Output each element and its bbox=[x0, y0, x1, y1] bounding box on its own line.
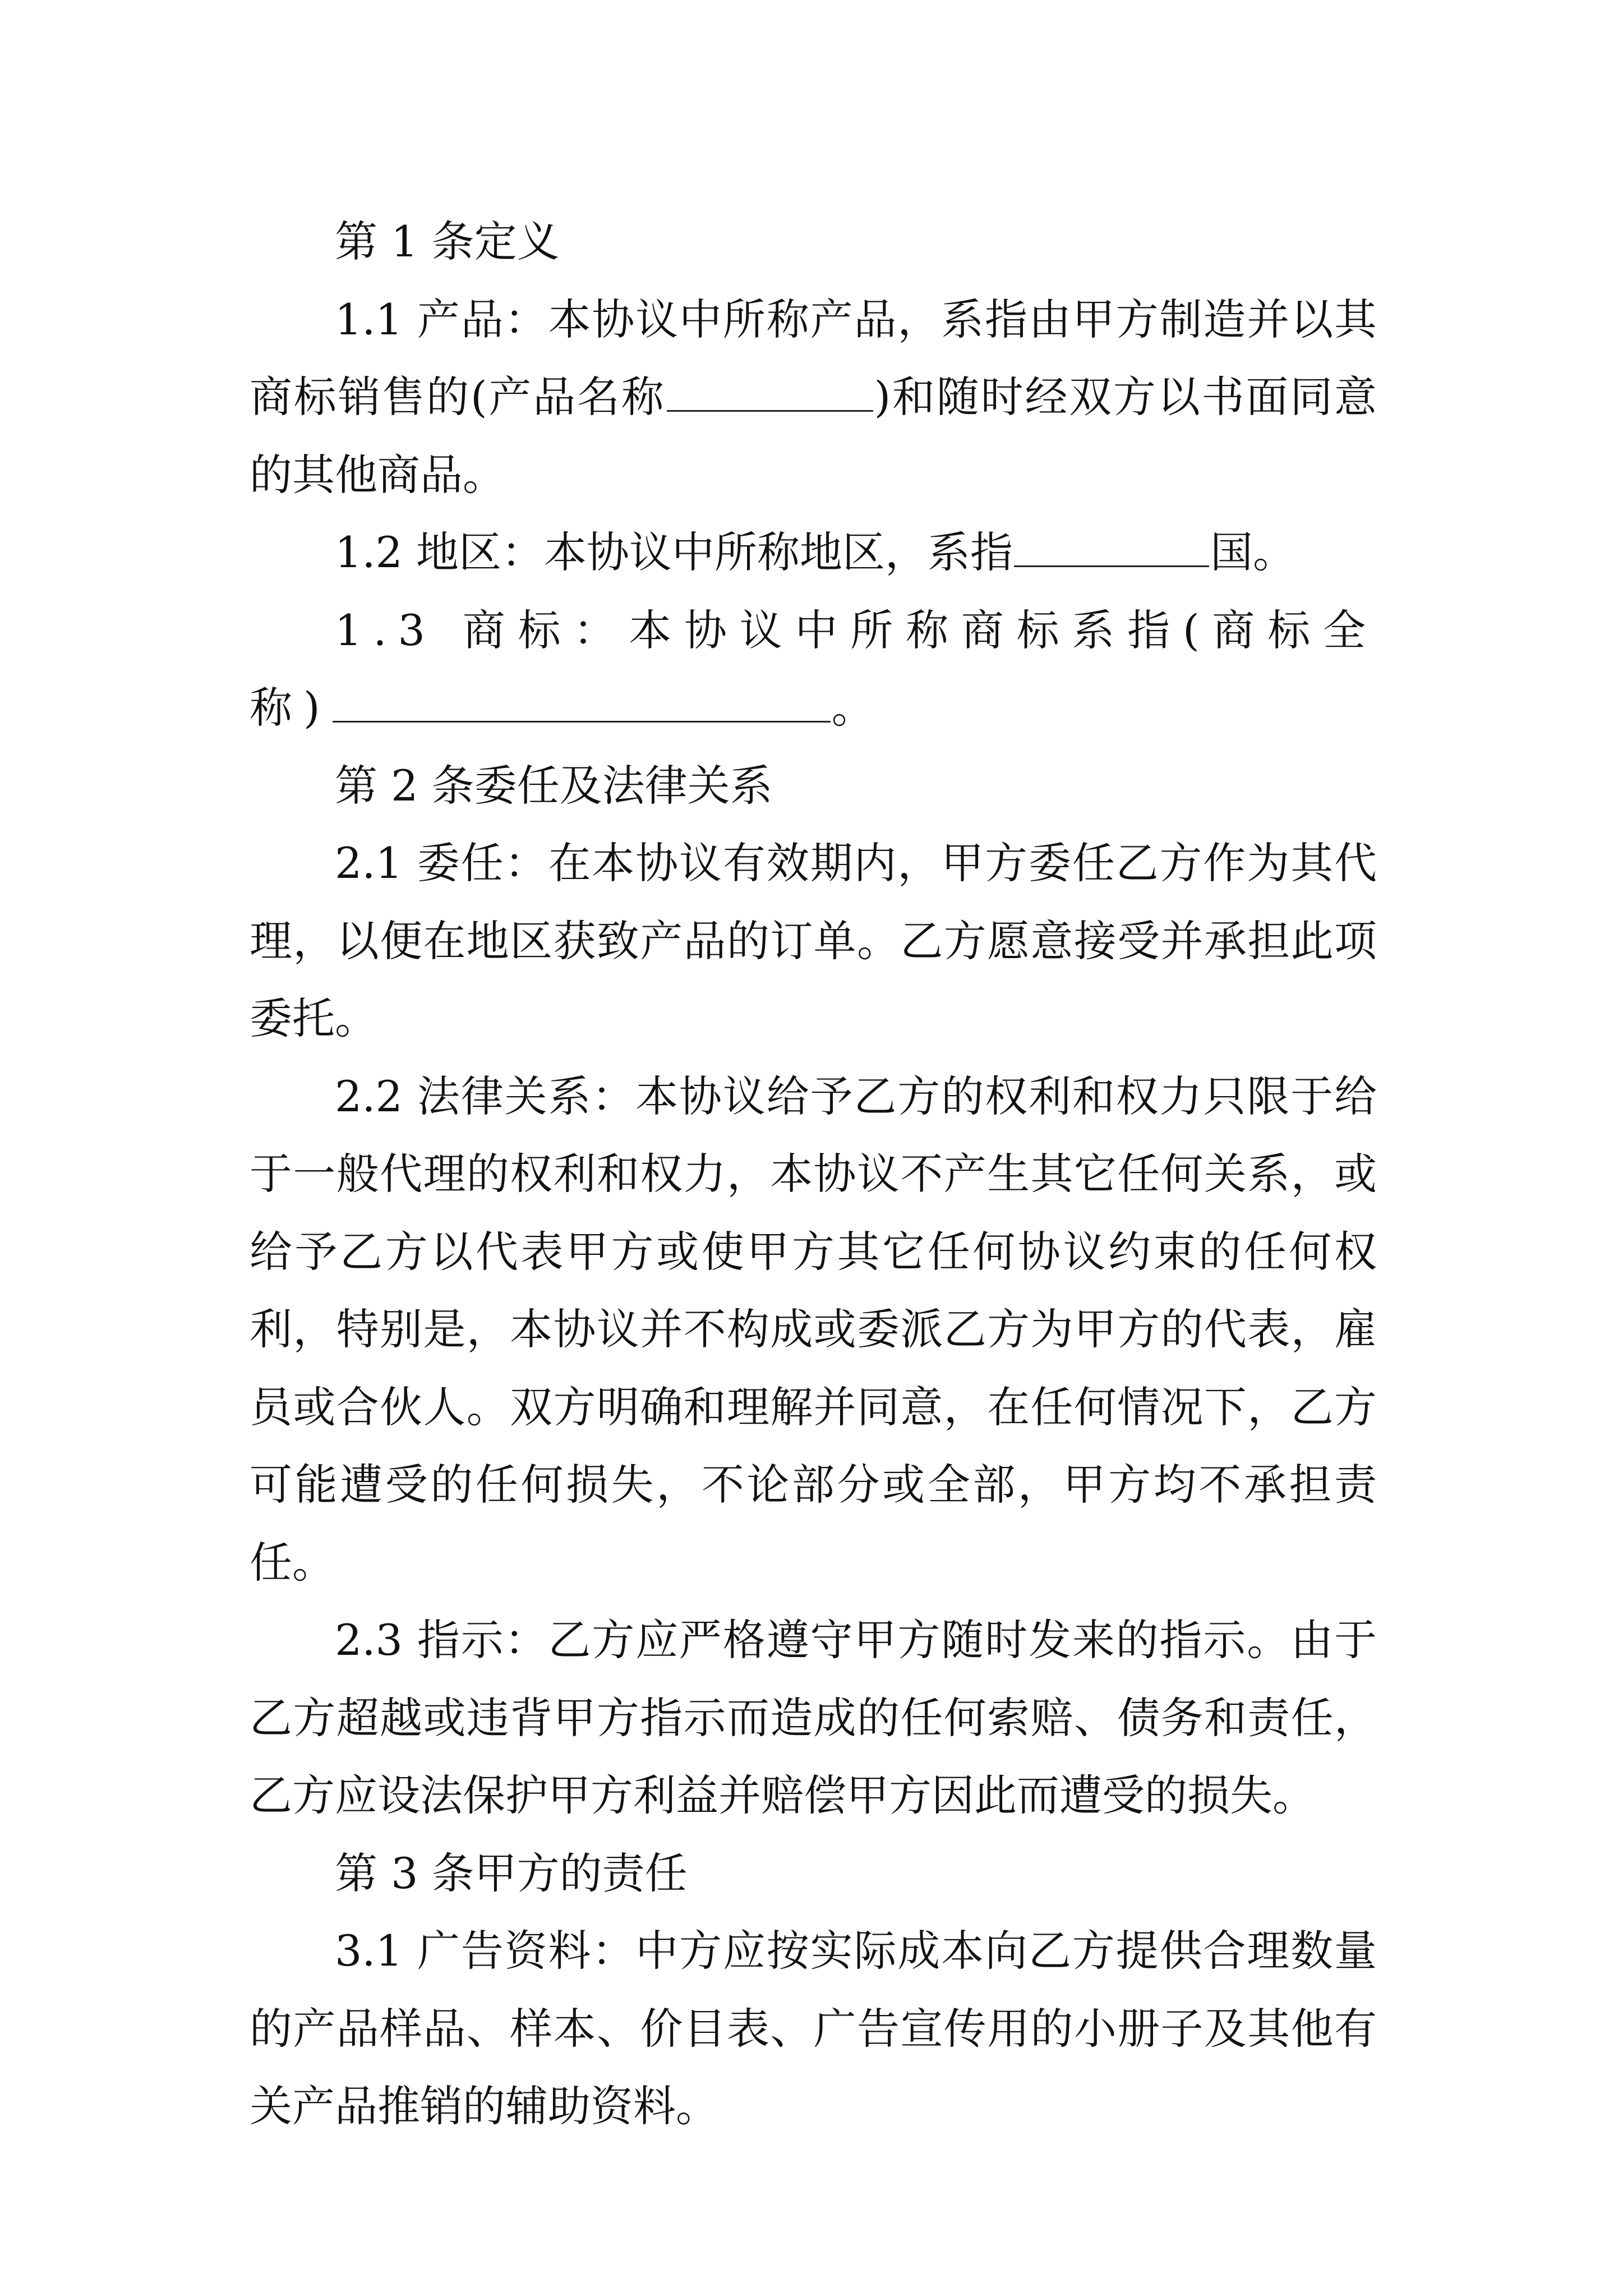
article-1-heading bbox=[250, 203, 1377, 281]
clause-2-2 bbox=[250, 1058, 1377, 1602]
product-name-blank bbox=[667, 375, 873, 412]
article-2-heading bbox=[250, 747, 1377, 825]
clause-3-1-text: 3.1 广告资料：中方应按实际成本向乙方提供合理数量的产品样品、样本、价目表、广告宣传用的小册子及其他有关产品推销的辅助资料。 bbox=[250, 1926, 1377, 2131]
article-3-heading-text: 第 3 条甲方的责任 bbox=[335, 1848, 688, 1898]
clause-2-1-text: 2.1 委任：在本协议有效期内，甲方委任乙方作为其代理，以便在地区获致产品的订单。乙方愿意接受并承担此项委托。 bbox=[250, 838, 1377, 1043]
clause-2-3-text: 2.3 指示：乙方应严格遵守甲方随时发来的指示。由于乙方超越或违背甲方指示而造成的任何索赔、债务和责任，乙方应设法保护甲方利益并赔偿甲方因此而遭受的损失。 bbox=[250, 1615, 1377, 1820]
clause-2-3 bbox=[250, 1602, 1377, 1835]
trademark-blank bbox=[333, 686, 831, 723]
article-3-heading bbox=[250, 1835, 1377, 1913]
clause-1-3 bbox=[250, 592, 1377, 747]
article-1-heading-text: 第 1 条定义 bbox=[335, 217, 560, 266]
clause-1-2 bbox=[250, 514, 1377, 592]
clause-2-2-text: 2.2 法律关系：本协议给予乙方的权利和权力只限于给于一般代理的权利和权力，本协议不产生其它任何关系，或给予乙方以代表甲方或使甲方其它任何协议约束的任何权利，特别是，本协议并不构成或委派乙方为甲方的代表，雇员或合伙人。双方明确和理解并同意，在任何情况下，乙方可能遭受的任何损失，不论部分或全部，甲方均不承担责任。 bbox=[250, 1071, 1377, 1588]
clause-3-1 bbox=[250, 1912, 1377, 2146]
region-blank bbox=[1014, 531, 1209, 567]
clause-1-3-text-b: 。 bbox=[831, 683, 886, 733]
clause-2-1 bbox=[250, 825, 1377, 1058]
clause-1-1 bbox=[250, 281, 1377, 514]
article-2-heading-text: 第 2 条委任及法律关系 bbox=[335, 760, 773, 811]
clause-1-2-text-a: 1.2 地区：本协议中所称地区，系指 bbox=[335, 527, 1013, 577]
clause-1-3-text-a: 1.3 商标：本协议中所称商标系指(商标全称) bbox=[250, 605, 1377, 733]
document-body bbox=[250, 203, 1377, 2146]
clause-1-1-text-a: 1.1 产品：本协议中所称产品，系指由甲方制造并以其商标销售的(产品名称 bbox=[250, 294, 1377, 422]
clause-1-2-text-b: 国。 bbox=[1210, 527, 1296, 577]
clause-1-1-text-b: )和随时经双方以书面同意的其他商品。 bbox=[250, 372, 1377, 500]
